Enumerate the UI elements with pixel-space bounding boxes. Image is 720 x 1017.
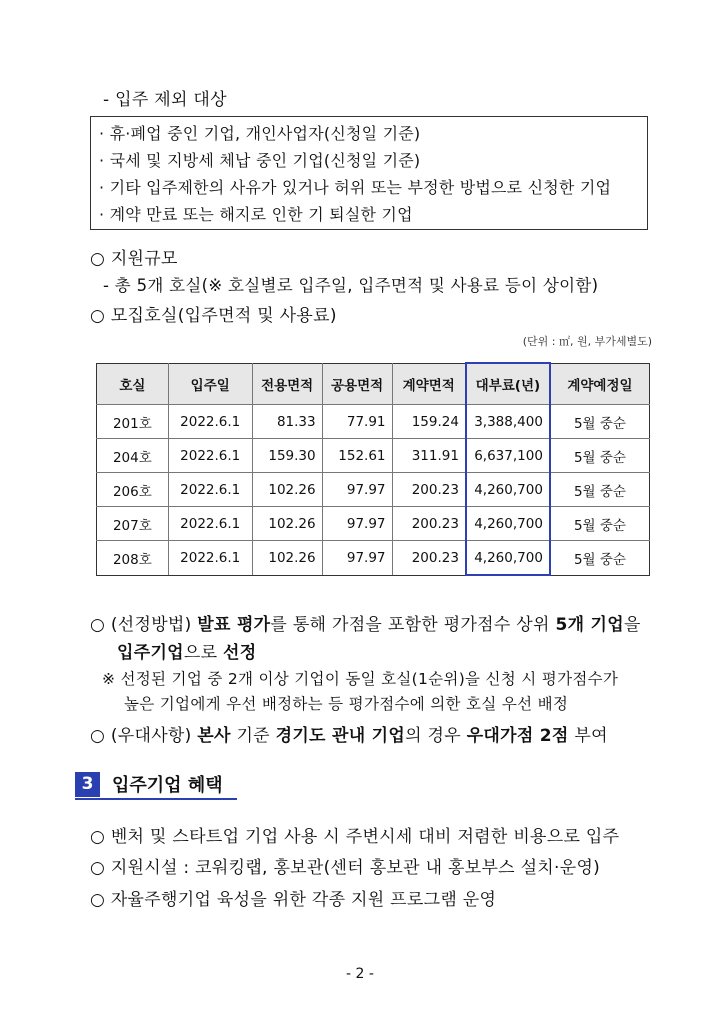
- table-row: [97, 439, 650, 473]
- cell-move-in-date: 2022.6.1: [168, 507, 252, 541]
- selection-text: 를 통해 가점을 포함한 평가점수 상위: [270, 615, 556, 635]
- selection-method-cont: [117, 638, 257, 663]
- benefit-item: ○ 자율주행기업 육성을 위한 각종 지원 프로그램 운영: [90, 890, 497, 910]
- cell-contract-date: 5월 중순: [550, 405, 650, 439]
- cell-annual-rent: 4,260,700: [466, 473, 550, 507]
- exclusion-item: · 계약 만료 또는 해지로 인한 기 퇴실한 기업: [99, 205, 413, 224]
- cell-annual-rent: 6,637,100: [466, 439, 550, 473]
- cell-room: 201호: [97, 405, 169, 439]
- cell-contract-area: 200.23: [392, 507, 466, 541]
- table-row: [97, 507, 650, 541]
- selection-emphasis: 입주기업: [117, 643, 184, 663]
- preference: [90, 721, 608, 746]
- cell-room: 204호: [97, 439, 169, 473]
- cell-common-area: 97.97: [322, 541, 392, 576]
- page-number: - 2 -: [346, 966, 374, 982]
- exclusion-box: [90, 116, 648, 230]
- cell-contract-date: 5월 중순: [550, 507, 650, 541]
- cell-exclusive-area: 102.26: [252, 507, 322, 541]
- table-header-row: [97, 363, 650, 405]
- table-row: [97, 405, 650, 439]
- selection-text: 을: [623, 615, 641, 635]
- preference-text: 부여: [568, 726, 608, 746]
- exclusion-item: · 기타 입주제한의 사유가 있거나 허위 또는 부정한 방법으로 신청한 기업: [99, 178, 612, 197]
- cell-annual-rent: 3,388,400: [466, 405, 550, 439]
- recruit-heading: ○ 모집호실(입주면적 및 사용료): [90, 306, 337, 326]
- preference-text: ○ (우대사항): [90, 726, 198, 746]
- selection-emphasis: 선정: [223, 643, 257, 663]
- column-header: 전용면적: [252, 363, 322, 405]
- column-header: 계약예정일: [550, 363, 650, 405]
- selection-emphasis: 5개 기업: [555, 615, 624, 635]
- cell-exclusive-area: 102.26: [252, 473, 322, 507]
- cell-exclusive-area: 102.26: [252, 541, 322, 576]
- preference-emphasis: 본사: [197, 726, 231, 746]
- column-header: 입주일: [168, 363, 252, 405]
- cell-contract-date: 5월 중순: [550, 439, 650, 473]
- preference-text: 의 경우: [405, 726, 467, 746]
- cell-contract-date: 5월 중순: [550, 473, 650, 507]
- cell-contract-area: 200.23: [392, 473, 466, 507]
- selection-note-1: ※ 선정된 기업 중 2개 이상 기업이 동일 호실(1순위)을 신청 시 평가점수가: [102, 670, 619, 688]
- cell-contract-area: 311.91: [392, 439, 466, 473]
- scale-heading: ○ 지원규모: [90, 249, 178, 269]
- section-underline: [75, 798, 237, 800]
- cell-contract-area: 159.24: [392, 405, 466, 439]
- benefit-item: ○ 벤처 및 스타트업 기업 사용 시 주변시세 대비 저렴한 비용으로 입주: [90, 827, 620, 847]
- table-row: [97, 541, 650, 576]
- cell-move-in-date: 2022.6.1: [168, 541, 252, 576]
- cell-annual-rent: 4,260,700: [466, 541, 550, 576]
- selection-note-2: 높은 기업에게 우선 배정하는 등 평가점수에 의한 호실 우선 배정: [124, 695, 569, 713]
- cell-contract-date: 5월 중순: [550, 541, 650, 576]
- cell-room: 207호: [97, 507, 169, 541]
- column-header: 호실: [97, 363, 169, 405]
- cell-move-in-date: 2022.6.1: [168, 439, 252, 473]
- preference-text: 기준: [230, 726, 276, 746]
- cell-room: 208호: [97, 541, 169, 576]
- cell-common-area: 77.91: [322, 405, 392, 439]
- section-number: 3: [75, 772, 100, 797]
- cell-room: 206호: [97, 473, 169, 507]
- selection-text: 으로: [183, 643, 224, 663]
- column-header: 공용면적: [322, 363, 392, 405]
- selection-method: [90, 610, 641, 635]
- exclusion-item: · 국세 및 지방세 체납 중인 기업(신청일 기준): [99, 151, 421, 170]
- scale-detail: - 총 5개 호실(※ 호실별로 입주일, 입주면적 및 사용료 등이 상이함): [103, 276, 599, 295]
- section-title: 입주기업 혜택: [112, 775, 223, 796]
- cell-move-in-date: 2022.6.1: [168, 473, 252, 507]
- selection-emphasis: 발표 평가: [197, 615, 271, 635]
- cell-annual-rent: 4,260,700: [466, 507, 550, 541]
- cell-common-area: 152.61: [322, 439, 392, 473]
- column-header: 대부료(년): [466, 363, 550, 405]
- exclusion-item: · 휴·폐업 중인 기업, 개인사업자(신청일 기준): [99, 124, 421, 143]
- benefit-item: ○ 지원시설 : 코워킹랩, 홍보관(센터 홍보관 내 홍보부스 설치·운영): [90, 858, 601, 878]
- cell-exclusive-area: 159.30: [252, 439, 322, 473]
- cell-exclusive-area: 81.33: [252, 405, 322, 439]
- unit-note: (단위 : ㎡, 원, 부가세별도): [522, 335, 652, 348]
- selection-text: ○ (선정방법): [90, 615, 198, 635]
- column-header: 계약면적: [392, 363, 466, 405]
- cell-common-area: 97.97: [322, 473, 392, 507]
- cell-contract-area: 200.23: [392, 541, 466, 576]
- preference-emphasis: 우대가점 2점: [466, 726, 569, 746]
- cell-common-area: 97.97: [322, 507, 392, 541]
- table-row: [97, 473, 650, 507]
- room-table: [96, 362, 650, 576]
- cell-move-in-date: 2022.6.1: [168, 405, 252, 439]
- preference-emphasis: 경기도 관내 기업: [275, 726, 406, 746]
- exclusion-heading: - 입주 제외 대상: [103, 90, 227, 110]
